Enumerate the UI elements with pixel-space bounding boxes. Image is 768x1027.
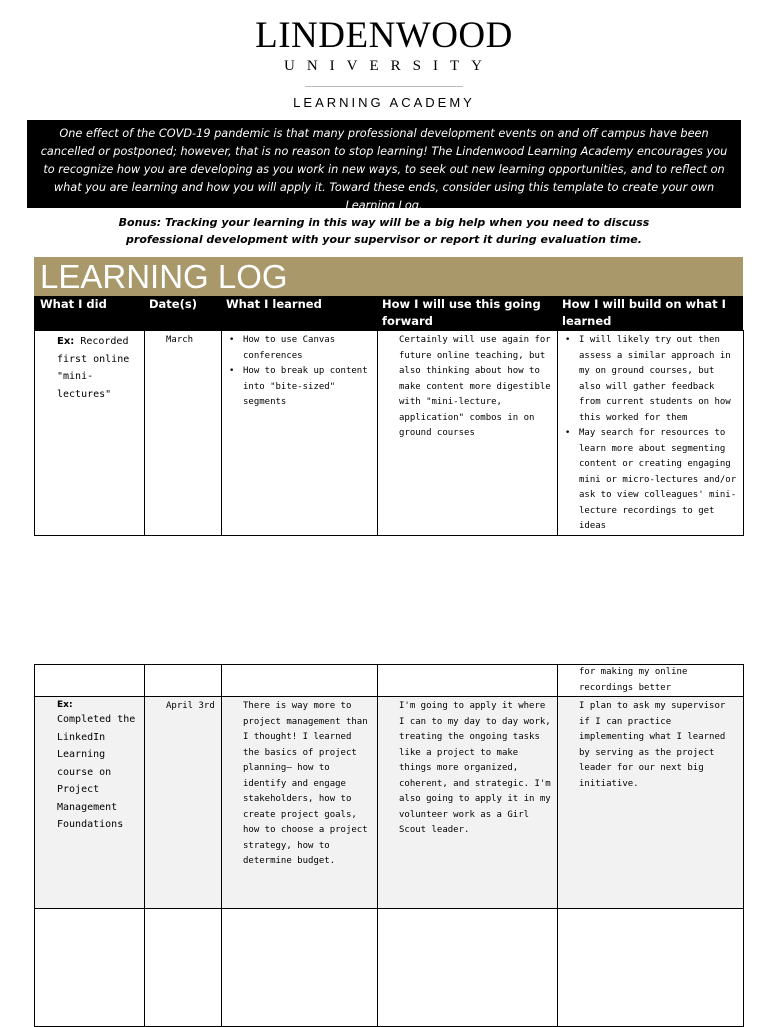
table-row-empty [35,909,744,1027]
what-text: Recorded first online "mini-lectures" [57,336,130,400]
intro-box: One effect of the COVD-19 pandemic is that many professional development events on and off campus have been cancelled or postponed; however, that is no reason to stop learning! The Lindenwood Learning Academy encourages you to recognize how you are developing as you work in new ways, to seek out new learning opportunities, and to reflect on what you are learning and how you will apply it. Toward these ends, consider using this template to create your own Learning Log. [27,120,741,208]
log-title: LEARNING LOG [40,258,288,295]
ex-label: Ex: [57,700,73,710]
logo-subtitle: UNIVERSITY [284,58,494,74]
learned-list [243,333,373,411]
date-text: March [166,335,194,345]
header-dates: Date(s) [144,296,221,330]
table-row [35,697,744,909]
logo-divider [305,86,463,87]
header-what-i-did: What I did [34,296,144,330]
cell-date [145,697,222,909]
cell-what [35,697,145,909]
cell-what [35,331,145,536]
build-text: I plan to ask my supervisor if I can practice implementing what I learned by serving as the project leader for our next big initiative. [579,701,726,789]
header-how-i-will-build: How I will build on what I learned [557,296,743,330]
log-table-page2 [34,664,744,1027]
ex-label: Ex: [57,336,75,347]
learned-text: There is way more to project management than I thought! I learned the basics of project planning– how to identify and engage stakeholders, how to create project goals, how to choose a project strategy, how to determine budget. [243,701,368,866]
list-item: • How to use Canvas conferences [243,333,373,364]
use-text: I'm going to apply it where I can to my day to day work, treating the ongoing tasks like a project to make things more organized, coherent, and strategic. I'm also going to apply it in my volunteer work as a Girl Scout leader. [399,701,551,835]
cell-learned [222,697,378,909]
cell-build-continued [558,665,744,697]
bonus-note: Bonus: Tracking your learning in this way will be a big help when you need to discuss professional development with your supervisor or report it during evaluation time. [118,216,650,246]
cell-build [558,697,744,909]
date-text: April 3rd [166,701,215,711]
build-list [579,333,739,535]
cell-date [145,331,222,536]
what-text: Completed the LinkedIn Learning course on Project Management Foundations [57,714,136,830]
log-table-page1 [34,330,744,536]
cell-use [378,331,558,536]
logo-title: LINDENWOOD [255,15,513,56]
cell-learned [222,331,378,536]
table-row [35,331,744,536]
list-item: • I will likely try out then assess a similar approach in my on ground courses, but also will gather feedback from current students on how this worked for them [579,333,739,426]
build-continued-text: for making my online recordings better [579,667,688,693]
header-how-i-will-use: How I will use this going forward [377,296,557,330]
cell-use [378,697,558,909]
list-item: • How to break up content into "bite-sized" segments [243,364,373,411]
academy-label: LEARNING ACADEMY [293,95,475,110]
cell-build [558,331,744,536]
use-text: Certainly will use again for future online teaching, but also thinking about how to make content more digestible with "mini-lecture, application" combos in on ground courses [399,335,551,438]
header-what-i-learned: What I learned [221,296,377,330]
table-row-continued [35,665,744,697]
list-item: • May search for resources to learn more about segmenting content or creating engaging mini or micro-lectures and/or ask to view colleagues' mini-lecture recordings to get ideas [579,426,739,535]
